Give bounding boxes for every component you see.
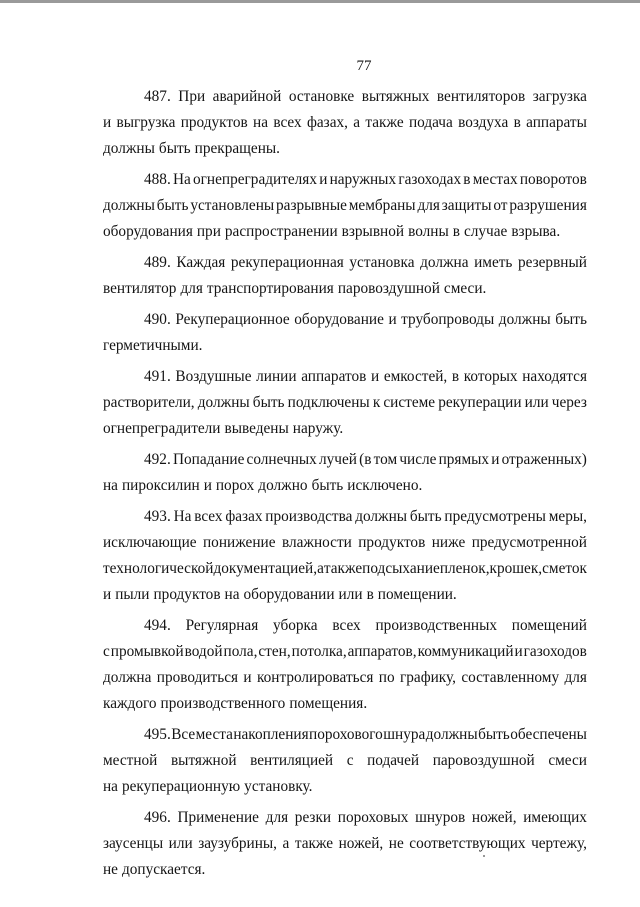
clause-496 bbox=[103, 805, 587, 883]
clause-line: заусенцы или заузубрины, а также ножей, не соответствующих чертежу, bbox=[103, 835, 587, 852]
clause-line: огнепреградители выведены наружу. bbox=[103, 420, 344, 437]
clause-line: 491. Воздушные линии аппаратов и емкостей, в которых находятся bbox=[144, 368, 587, 385]
clause-494 bbox=[103, 613, 587, 717]
page-number: 77 bbox=[356, 58, 372, 74]
clause-line: должны быть прекращены. bbox=[103, 140, 280, 157]
clause-line: не допускается. bbox=[103, 861, 206, 878]
clause-line: на рекуперационную установку. bbox=[103, 778, 313, 795]
clause-line: и выгрузка продуктов на всех фазах, а также подача воздуха в аппараты bbox=[103, 114, 587, 131]
clause-line: каждого производственного помещения. bbox=[103, 695, 368, 712]
clause-488 bbox=[103, 167, 587, 245]
clause-line: 493. На всех фазах производства должны быть предусмотрены меры, bbox=[144, 508, 587, 525]
clause-line: 496. Применение для резки пороховых шнуров ножей, имеющих bbox=[144, 809, 587, 826]
clause-line: 490. Рекуперационное оборудование и трубопроводы должны быть bbox=[144, 311, 587, 328]
clause-line: исключающие понижение влажности продуктов ниже предусмотренной bbox=[103, 534, 587, 551]
clause-line: должна проводиться и контролироваться по графику, составленному для bbox=[103, 669, 587, 686]
document-body bbox=[103, 84, 587, 888]
clause-487 bbox=[103, 84, 587, 162]
clause-line: герметичными. bbox=[103, 337, 203, 354]
clause-line: вентилятор для транспортирования паровоздушной смеси. bbox=[103, 280, 487, 297]
clause-492 bbox=[103, 447, 587, 499]
scan-speck bbox=[483, 855, 485, 857]
clause-line: местной вытяжной вентиляцией с подачей паровоздушной смеси bbox=[103, 752, 587, 769]
clause-line: технологической документацией, а также подсыхание пленок, крошек, сметок bbox=[103, 560, 587, 577]
clause-line: 488. На огнепреградителях и наружных газоходах в местах поворотов bbox=[144, 171, 587, 188]
clause-line: должны быть установлены разрывные мембраны для защиты от разрушения bbox=[103, 197, 587, 214]
clause-line: оборудования при распространении взрывной волны в случае взрыва. bbox=[103, 223, 561, 240]
clause-line: растворители, должны быть подключены к системе рекуперации или через bbox=[103, 394, 587, 411]
clause-line: 489. Каждая рекуперационная установка должна иметь резервный bbox=[144, 254, 587, 271]
clause-490 bbox=[103, 307, 587, 359]
clause-493 bbox=[103, 504, 587, 608]
clause-495 bbox=[103, 722, 587, 800]
scan-edge-bar bbox=[0, 0, 640, 3]
clause-line: 495. Все места накопления порохового шнура должны быть обеспечены bbox=[144, 726, 587, 743]
clause-line: 492. Попадание солнечных лучей (в том числе прямых и отраженных) bbox=[144, 451, 587, 468]
clause-line: 494. Регулярная уборка всех производственных помещений bbox=[144, 617, 587, 634]
clause-line: 487. При аварийной остановке вытяжных вентиляторов загрузка bbox=[144, 88, 587, 105]
clause-line: с промывкой водой пола, стен, потолка, аппаратов, коммуникаций и газоходов bbox=[103, 643, 587, 660]
scan-edge bbox=[0, 0, 640, 10]
clause-489 bbox=[103, 250, 587, 302]
clause-line: на пироксилин и порох должно быть исключено. bbox=[103, 477, 423, 494]
clause-line: и пыли продуктов на оборудовании или в помещении. bbox=[103, 586, 457, 603]
clause-491 bbox=[103, 364, 587, 442]
